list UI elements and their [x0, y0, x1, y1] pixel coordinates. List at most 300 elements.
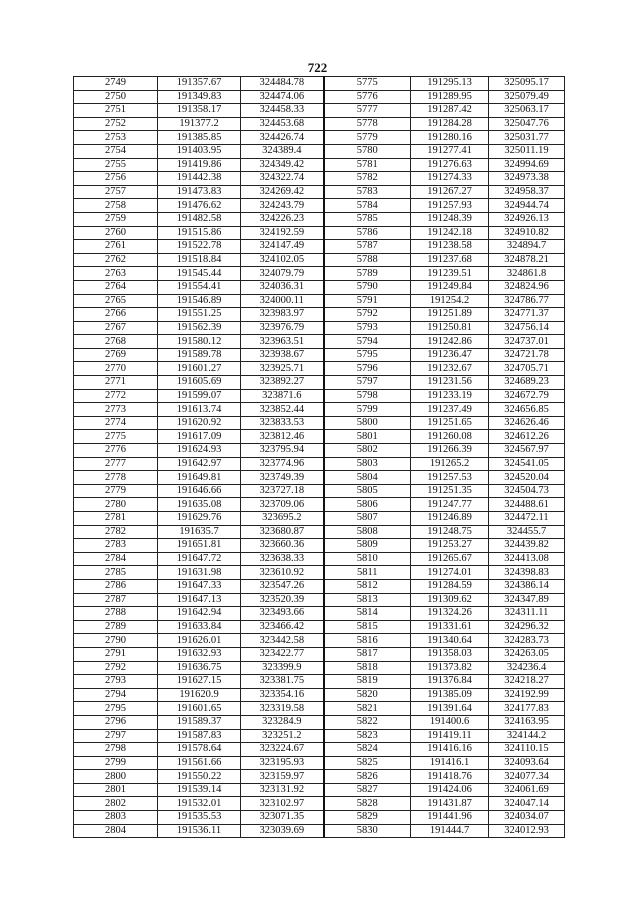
point-number-left: 2795	[74, 702, 158, 716]
point-number-right: 5791	[324, 294, 411, 308]
y-coordinate-right: 324218.27	[489, 675, 565, 689]
y-coordinate-left: 323399.9	[241, 661, 324, 675]
y-coordinate-left: 323319.58	[241, 702, 324, 716]
y-coordinate-right: 324093.64	[489, 756, 565, 770]
point-number-right: 5823	[324, 729, 411, 743]
x-coordinate-right: 191247.77	[411, 498, 489, 512]
x-coordinate-right: 191416.16	[411, 743, 489, 757]
x-coordinate-left: 191613.74	[158, 403, 241, 417]
point-number-right: 5790	[324, 280, 411, 294]
table-row	[74, 117, 565, 131]
table-row	[74, 484, 565, 498]
point-number-right: 5797	[324, 376, 411, 390]
y-coordinate-left: 323983.97	[241, 308, 324, 322]
point-number-left: 2761	[74, 240, 158, 254]
x-coordinate-right: 191295.13	[411, 77, 489, 91]
x-coordinate-left: 191620.9	[158, 688, 241, 702]
x-coordinate-right: 191238.58	[411, 240, 489, 254]
point-number-right: 5808	[324, 525, 411, 539]
x-coordinate-right: 191331.61	[411, 620, 489, 634]
y-coordinate-right: 324047.14	[489, 797, 565, 811]
point-number-left: 2783	[74, 539, 158, 553]
y-coordinate-right: 324386.14	[489, 579, 565, 593]
point-number-left: 2780	[74, 498, 158, 512]
point-number-right: 5787	[324, 240, 411, 254]
x-coordinate-right: 191260.08	[411, 430, 489, 444]
point-number-right: 5828	[324, 797, 411, 811]
point-number-left: 2784	[74, 552, 158, 566]
x-coordinate-left: 191647.33	[158, 579, 241, 593]
point-number-right: 5793	[324, 321, 411, 335]
y-coordinate-left: 323195.93	[241, 756, 324, 770]
y-coordinate-right: 324994.69	[489, 158, 565, 172]
point-number-right: 5820	[324, 688, 411, 702]
point-number-right: 5786	[324, 226, 411, 240]
point-number-right: 5824	[324, 743, 411, 757]
point-number-right: 5829	[324, 811, 411, 825]
y-coordinate-left: 323833.53	[241, 416, 324, 430]
x-coordinate-left: 191473.83	[158, 185, 241, 199]
y-coordinate-right: 324413.08	[489, 552, 565, 566]
y-coordinate-right: 324177.83	[489, 702, 565, 716]
point-number-right: 5802	[324, 444, 411, 458]
point-number-right: 5805	[324, 484, 411, 498]
point-number-right: 5812	[324, 579, 411, 593]
table-row	[74, 675, 565, 689]
table-row	[74, 144, 565, 158]
point-number-left: 2782	[74, 525, 158, 539]
point-number-right: 5810	[324, 552, 411, 566]
point-number-right: 5819	[324, 675, 411, 689]
point-number-right: 5826	[324, 770, 411, 784]
y-coordinate-left: 323131.92	[241, 783, 324, 797]
y-coordinate-right: 324472.11	[489, 512, 565, 526]
y-coordinate-left: 323071.35	[241, 811, 324, 825]
y-coordinate-right: 324192.99	[489, 688, 565, 702]
point-number-left: 2760	[74, 226, 158, 240]
x-coordinate-right: 191242.86	[411, 335, 489, 349]
x-coordinate-right: 191248.39	[411, 212, 489, 226]
table-row	[74, 403, 565, 417]
x-coordinate-right: 191284.59	[411, 579, 489, 593]
y-coordinate-left: 323442.58	[241, 634, 324, 648]
point-number-left: 2768	[74, 335, 158, 349]
x-coordinate-right: 191358.03	[411, 647, 489, 661]
table-row	[74, 131, 565, 145]
table-row	[74, 104, 565, 118]
table-row	[74, 593, 565, 607]
point-number-left: 2764	[74, 280, 158, 294]
y-coordinate-left: 324453.68	[241, 117, 324, 131]
x-coordinate-right: 191231.56	[411, 376, 489, 390]
point-number-right: 5775	[324, 77, 411, 91]
x-coordinate-left: 191649.81	[158, 471, 241, 485]
table-row	[74, 172, 565, 186]
y-coordinate-right: 325011.19	[489, 144, 565, 158]
y-coordinate-left: 324102.05	[241, 253, 324, 267]
y-coordinate-left: 324269.42	[241, 185, 324, 199]
point-number-left: 2797	[74, 729, 158, 743]
x-coordinate-left: 191551.25	[158, 308, 241, 322]
x-coordinate-left: 191518.84	[158, 253, 241, 267]
y-coordinate-right: 324894.7	[489, 240, 565, 254]
x-coordinate-right: 191289.95	[411, 90, 489, 104]
point-number-right: 5800	[324, 416, 411, 430]
page-number: 722	[307, 60, 328, 75]
point-number-left: 2753	[74, 131, 158, 145]
table-row	[74, 783, 565, 797]
x-coordinate-right: 191251.35	[411, 484, 489, 498]
point-number-left: 2771	[74, 376, 158, 390]
y-coordinate-left: 323852.44	[241, 403, 324, 417]
x-coordinate-left: 191580.12	[158, 335, 241, 349]
x-coordinate-right: 191400.6	[411, 715, 489, 729]
table-row	[74, 389, 565, 403]
y-coordinate-right: 324504.73	[489, 484, 565, 498]
x-coordinate-right: 191424.06	[411, 783, 489, 797]
y-coordinate-left: 323039.69	[241, 824, 324, 838]
x-coordinate-right: 191309.62	[411, 593, 489, 607]
point-number-right: 5801	[324, 430, 411, 444]
point-number-left: 2758	[74, 199, 158, 213]
point-number-left: 2785	[74, 566, 158, 580]
y-coordinate-right: 324626.46	[489, 416, 565, 430]
y-coordinate-right: 325047.76	[489, 117, 565, 131]
table-row	[74, 430, 565, 444]
x-coordinate-left: 191605.69	[158, 376, 241, 390]
y-coordinate-left: 323493.66	[241, 607, 324, 621]
y-coordinate-left: 323774.96	[241, 457, 324, 471]
y-coordinate-right: 324786.77	[489, 294, 565, 308]
y-coordinate-right: 324034.07	[489, 811, 565, 825]
x-coordinate-right: 191242.18	[411, 226, 489, 240]
point-number-left: 2802	[74, 797, 158, 811]
point-number-left: 2789	[74, 620, 158, 634]
y-coordinate-left: 323812.46	[241, 430, 324, 444]
y-coordinate-right: 324398.83	[489, 566, 565, 580]
x-coordinate-right: 191233.19	[411, 389, 489, 403]
y-coordinate-left: 324243.79	[241, 199, 324, 213]
table-row	[74, 158, 565, 172]
x-coordinate-left: 191357.67	[158, 77, 241, 91]
point-number-left: 2770	[74, 362, 158, 376]
y-coordinate-left: 323727.18	[241, 484, 324, 498]
table-row	[74, 620, 565, 634]
x-coordinate-right: 191280.16	[411, 131, 489, 145]
point-number-right: 5781	[324, 158, 411, 172]
x-coordinate-right: 191267.27	[411, 185, 489, 199]
point-number-right: 5818	[324, 661, 411, 675]
point-number-right: 5807	[324, 512, 411, 526]
y-coordinate-right: 324144.2	[489, 729, 565, 743]
point-number-left: 2796	[74, 715, 158, 729]
x-coordinate-left: 191651.81	[158, 539, 241, 553]
x-coordinate-left: 191636.75	[158, 661, 241, 675]
point-number-left: 2762	[74, 253, 158, 267]
point-number-right: 5778	[324, 117, 411, 131]
point-number-right: 5811	[324, 566, 411, 580]
y-coordinate-right: 324689.23	[489, 376, 565, 390]
y-coordinate-right: 325031.77	[489, 131, 565, 145]
point-number-right: 5788	[324, 253, 411, 267]
x-coordinate-right: 191266.39	[411, 444, 489, 458]
point-number-right: 5825	[324, 756, 411, 770]
point-number-left: 2765	[74, 294, 158, 308]
x-coordinate-right: 191265.2	[411, 457, 489, 471]
point-number-right: 5821	[324, 702, 411, 716]
x-coordinate-left: 191561.66	[158, 756, 241, 770]
point-number-right: 5809	[324, 539, 411, 553]
point-number-right: 5827	[324, 783, 411, 797]
table-row	[74, 729, 565, 743]
point-number-right: 5815	[324, 620, 411, 634]
y-coordinate-left: 323976.79	[241, 321, 324, 335]
point-number-left: 2763	[74, 267, 158, 281]
point-number-left: 2756	[74, 172, 158, 186]
x-coordinate-left: 191601.65	[158, 702, 241, 716]
table-row	[74, 525, 565, 539]
y-coordinate-right: 324488.61	[489, 498, 565, 512]
x-coordinate-right: 191232.67	[411, 362, 489, 376]
x-coordinate-left: 191515.86	[158, 226, 241, 240]
point-number-left: 2801	[74, 783, 158, 797]
point-number-right: 5785	[324, 212, 411, 226]
point-number-right: 5776	[324, 90, 411, 104]
point-number-left: 2778	[74, 471, 158, 485]
y-coordinate-right: 324705.71	[489, 362, 565, 376]
x-coordinate-left: 191589.78	[158, 348, 241, 362]
x-coordinate-right: 191253.27	[411, 539, 489, 553]
y-coordinate-left: 323660.36	[241, 539, 324, 553]
point-number-right: 5779	[324, 131, 411, 145]
point-number-right: 5798	[324, 389, 411, 403]
y-coordinate-left: 323159.97	[241, 770, 324, 784]
point-number-left: 2793	[74, 675, 158, 689]
y-coordinate-left: 324192.59	[241, 226, 324, 240]
y-coordinate-right: 324163.95	[489, 715, 565, 729]
point-number-right: 5783	[324, 185, 411, 199]
table-row	[74, 743, 565, 757]
x-coordinate-left: 191550.22	[158, 770, 241, 784]
point-number-right: 5794	[324, 335, 411, 349]
y-coordinate-left: 323224.67	[241, 743, 324, 757]
x-coordinate-left: 191647.13	[158, 593, 241, 607]
x-coordinate-left: 191419.86	[158, 158, 241, 172]
y-coordinate-left: 323251.2	[241, 729, 324, 743]
y-coordinate-right: 324771.37	[489, 308, 565, 322]
point-number-left: 2752	[74, 117, 158, 131]
y-coordinate-left: 323709.06	[241, 498, 324, 512]
y-coordinate-right: 324721.78	[489, 348, 565, 362]
y-coordinate-left: 323102.97	[241, 797, 324, 811]
x-coordinate-left: 191633.84	[158, 620, 241, 634]
x-coordinate-right: 191324.26	[411, 607, 489, 621]
point-number-right: 5822	[324, 715, 411, 729]
y-coordinate-left: 324079.79	[241, 267, 324, 281]
y-coordinate-right: 324926.13	[489, 212, 565, 226]
y-coordinate-left: 323284.9	[241, 715, 324, 729]
x-coordinate-right: 191419.11	[411, 729, 489, 743]
y-coordinate-left: 324426.74	[241, 131, 324, 145]
x-coordinate-left: 191554.41	[158, 280, 241, 294]
point-number-left: 2772	[74, 389, 158, 403]
y-coordinate-right: 324439.82	[489, 539, 565, 553]
point-number-left: 2786	[74, 579, 158, 593]
table-row	[74, 770, 565, 784]
x-coordinate-left: 191578.64	[158, 743, 241, 757]
y-coordinate-left: 323938.67	[241, 348, 324, 362]
y-coordinate-left: 324389.4	[241, 144, 324, 158]
point-number-right: 5803	[324, 457, 411, 471]
x-coordinate-right: 191373.82	[411, 661, 489, 675]
point-number-left: 2803	[74, 811, 158, 825]
y-coordinate-right: 324110.15	[489, 743, 565, 757]
y-coordinate-right: 324012.93	[489, 824, 565, 838]
point-number-left: 2798	[74, 743, 158, 757]
point-number-right: 5796	[324, 362, 411, 376]
table-row	[74, 579, 565, 593]
point-number-left: 2773	[74, 403, 158, 417]
x-coordinate-right: 191254.2	[411, 294, 489, 308]
y-coordinate-right: 324672.79	[489, 389, 565, 403]
x-coordinate-right: 191418.76	[411, 770, 489, 784]
y-coordinate-right: 324283.73	[489, 634, 565, 648]
y-coordinate-right: 324944.74	[489, 199, 565, 213]
table-row	[74, 348, 565, 362]
x-coordinate-right: 191249.84	[411, 280, 489, 294]
table-row	[74, 376, 565, 390]
table-row	[74, 90, 565, 104]
table-row	[74, 539, 565, 553]
x-coordinate-right: 191276.63	[411, 158, 489, 172]
x-coordinate-left: 191632.93	[158, 647, 241, 661]
point-number-right: 5792	[324, 308, 411, 322]
point-number-left: 2788	[74, 607, 158, 621]
y-coordinate-left: 324147.49	[241, 240, 324, 254]
y-coordinate-left: 323795.94	[241, 444, 324, 458]
table-row	[74, 824, 565, 838]
point-number-right: 5817	[324, 647, 411, 661]
point-number-left: 2769	[74, 348, 158, 362]
x-coordinate-left: 191546.89	[158, 294, 241, 308]
y-coordinate-left: 323381.75	[241, 675, 324, 689]
x-coordinate-left: 191476.62	[158, 199, 241, 213]
point-number-left: 2775	[74, 430, 158, 444]
point-number-left: 2787	[74, 593, 158, 607]
y-coordinate-right: 324824.96	[489, 280, 565, 294]
x-coordinate-left: 191635.7	[158, 525, 241, 539]
point-number-left: 2792	[74, 661, 158, 675]
table-row	[74, 240, 565, 254]
table-row	[74, 512, 565, 526]
x-coordinate-left: 191635.08	[158, 498, 241, 512]
x-coordinate-right: 191431.87	[411, 797, 489, 811]
x-coordinate-left: 191647.72	[158, 552, 241, 566]
point-number-right: 5804	[324, 471, 411, 485]
x-coordinate-left: 191624.93	[158, 444, 241, 458]
y-coordinate-left: 324036.31	[241, 280, 324, 294]
point-number-left: 2755	[74, 158, 158, 172]
x-coordinate-left: 191377.2	[158, 117, 241, 131]
table-row	[74, 797, 565, 811]
x-coordinate-right: 191237.49	[411, 403, 489, 417]
y-coordinate-left: 324484.78	[241, 77, 324, 91]
point-number-left: 2777	[74, 457, 158, 471]
x-coordinate-right: 191274.01	[411, 566, 489, 580]
x-coordinate-right: 191257.93	[411, 199, 489, 213]
y-coordinate-left: 323695.2	[241, 512, 324, 526]
x-coordinate-left: 191562.39	[158, 321, 241, 335]
x-coordinate-right: 191277.41	[411, 144, 489, 158]
x-coordinate-right: 191237.68	[411, 253, 489, 267]
table-row	[74, 702, 565, 716]
y-coordinate-right: 324958.37	[489, 185, 565, 199]
y-coordinate-right: 324737.01	[489, 335, 565, 349]
x-coordinate-right: 191251.89	[411, 308, 489, 322]
x-coordinate-right: 191391.64	[411, 702, 489, 716]
x-coordinate-right: 191416.1	[411, 756, 489, 770]
y-coordinate-left: 323963.51	[241, 335, 324, 349]
x-coordinate-left: 191587.83	[158, 729, 241, 743]
table-row	[74, 811, 565, 825]
y-coordinate-left: 323354.16	[241, 688, 324, 702]
x-coordinate-left: 191358.17	[158, 104, 241, 118]
x-coordinate-left: 191620.92	[158, 416, 241, 430]
point-number-left: 2791	[74, 647, 158, 661]
point-number-left: 2754	[74, 144, 158, 158]
point-number-left: 2750	[74, 90, 158, 104]
point-number-right: 5780	[324, 144, 411, 158]
y-coordinate-left: 323610.92	[241, 566, 324, 580]
y-coordinate-right: 324263.05	[489, 647, 565, 661]
table-row	[74, 280, 565, 294]
x-coordinate-right: 191340.64	[411, 634, 489, 648]
y-coordinate-right: 324567.97	[489, 444, 565, 458]
table-row	[74, 444, 565, 458]
point-number-left: 2766	[74, 308, 158, 322]
y-coordinate-right: 324311.11	[489, 607, 565, 621]
point-number-left: 2767	[74, 321, 158, 335]
y-coordinate-left: 324000.11	[241, 294, 324, 308]
point-number-left: 2804	[74, 824, 158, 838]
table-row	[74, 607, 565, 621]
table-row	[74, 335, 565, 349]
y-coordinate-right: 325079.49	[489, 90, 565, 104]
x-coordinate-right: 191248.75	[411, 525, 489, 539]
x-coordinate-left: 191522.78	[158, 240, 241, 254]
y-coordinate-left: 324322.74	[241, 172, 324, 186]
table-row	[74, 308, 565, 322]
x-coordinate-left: 191642.94	[158, 607, 241, 621]
table-row	[74, 185, 565, 199]
x-coordinate-left: 191403.95	[158, 144, 241, 158]
y-coordinate-left: 323466.42	[241, 620, 324, 634]
y-coordinate-right: 324077.34	[489, 770, 565, 784]
x-coordinate-left: 191545.44	[158, 267, 241, 281]
table-row	[74, 294, 565, 308]
x-coordinate-right: 191246.89	[411, 512, 489, 526]
y-coordinate-left: 323422.77	[241, 647, 324, 661]
y-coordinate-left: 324458.33	[241, 104, 324, 118]
y-coordinate-right: 324656.85	[489, 403, 565, 417]
y-coordinate-left: 324474.06	[241, 90, 324, 104]
y-coordinate-right: 324878.21	[489, 253, 565, 267]
x-coordinate-left: 191617.09	[158, 430, 241, 444]
y-coordinate-left: 323892.27	[241, 376, 324, 390]
y-coordinate-left: 323520.39	[241, 593, 324, 607]
table-row	[74, 253, 565, 267]
y-coordinate-left: 324349.42	[241, 158, 324, 172]
